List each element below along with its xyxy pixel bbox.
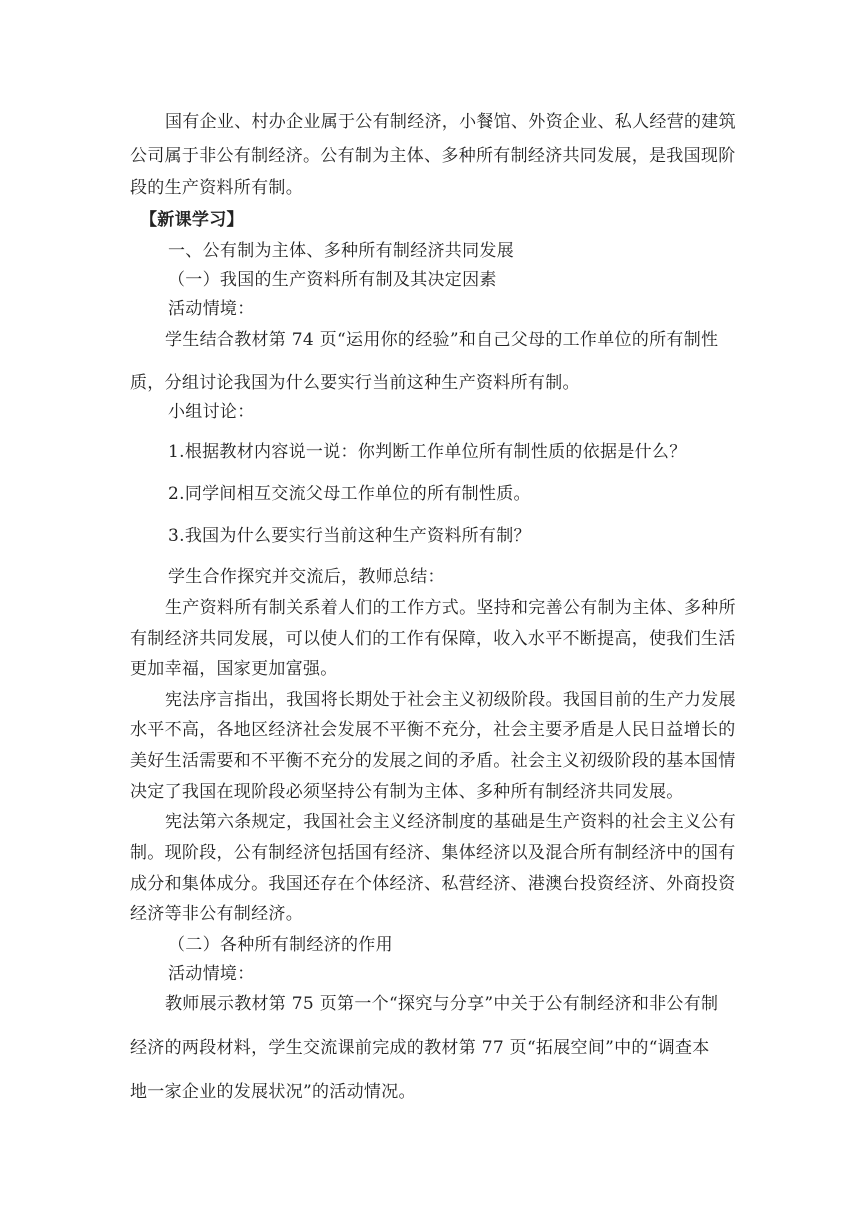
heading-level-2: （二）各种所有制经济的作用 xyxy=(168,935,393,955)
paragraph-line: 水平不高，各地区经济社会发展不平衡不充分，社会主要矛盾是人民日益增长的 xyxy=(130,720,736,740)
paragraph-line: 地一家企业的发展状况”的活动情况。 xyxy=(130,1082,416,1102)
paragraph-line: 制。现阶段，公有制经济包括国有经济、集体经济以及混合所有制经济中的国有 xyxy=(130,843,736,863)
section-heading: 【新课学习】 xyxy=(140,210,244,230)
paragraph-line: 更加幸福，国家更加富强。 xyxy=(130,659,338,679)
discussion-question: 1.根据教材内容说一说：你判断工作单位所有制性质的依据是什么？ xyxy=(168,442,687,462)
heading-level-1: 一、公有制为主体、多种所有制经济共同发展 xyxy=(168,241,514,261)
paragraph-line: 决定了我国在现阶段必须坚持公有制为主体、多种所有制经济共同发展。 xyxy=(130,782,684,802)
paragraph-line: 经济的两段材料，学生交流课前完成的教材第 77 页“拓展空间”中的“调查本 xyxy=(130,1038,710,1058)
discussion-label: 小组讨论： xyxy=(168,402,255,422)
paragraph-line: 成分和集体成分。我国还存在个体经济、私营经济、港澳台投资经济、外商投资 xyxy=(130,874,736,894)
discussion-question: 2.同学间相互交流父母工作单位的所有制性质。 xyxy=(168,484,531,504)
paragraph-line: 国有企业、村办企业属于公有制经济，小餐馆、外资企业、私人经营的建筑 xyxy=(165,112,736,132)
paragraph-line: 宪法第六条规定，我国社会主义经济制度的基础是生产资料的社会主义公有 xyxy=(165,812,736,832)
paragraph-line: 宪法序言指出，我国将长期处于社会主义初级阶段。我国目前的生产力发展 xyxy=(165,690,736,710)
paragraph-line: 教师展示教材第 75 页第一个“探究与分享”中关于公有制经济和非公有制 xyxy=(165,994,719,1014)
paragraph-line: 段的生产资料所有制。 xyxy=(130,178,303,198)
heading-level-2: （一）我国的生产资料所有制及其决定因素 xyxy=(168,270,497,290)
activity-label: 活动情境： xyxy=(168,964,255,984)
summary-label: 学生合作探究并交流后，教师总结： xyxy=(168,567,445,587)
discussion-question: 3.我国为什么要实行当前这种生产资料所有制？ xyxy=(168,526,531,546)
paragraph-line: 学生结合教材第 74 页“运用你的经验”和自己父母的工作单位的所有制性 xyxy=(165,330,719,350)
activity-label: 活动情境： xyxy=(168,299,255,319)
paragraph-line: 质，分组讨论我国为什么要实行当前这种生产资料所有制。 xyxy=(130,373,580,393)
paragraph-line: 美好生活需要和不平衡不充分的发展之间的矛盾。社会主义初级阶段的基本国情 xyxy=(130,751,736,771)
paragraph-line: 生产资料所有制关系着人们的工作方式。坚持和完善公有制为主体、多种所 xyxy=(165,598,736,618)
paragraph-line: 公司属于非公有制经济。公有制为主体、多种所有制经济共同发展，是我国现阶 xyxy=(130,146,736,166)
paragraph-line: 有制经济共同发展，可以使人们的工作有保障，收入水平不断提高，使我们生活 xyxy=(130,629,736,649)
paragraph-line: 经济等非公有制经济。 xyxy=(130,904,303,924)
